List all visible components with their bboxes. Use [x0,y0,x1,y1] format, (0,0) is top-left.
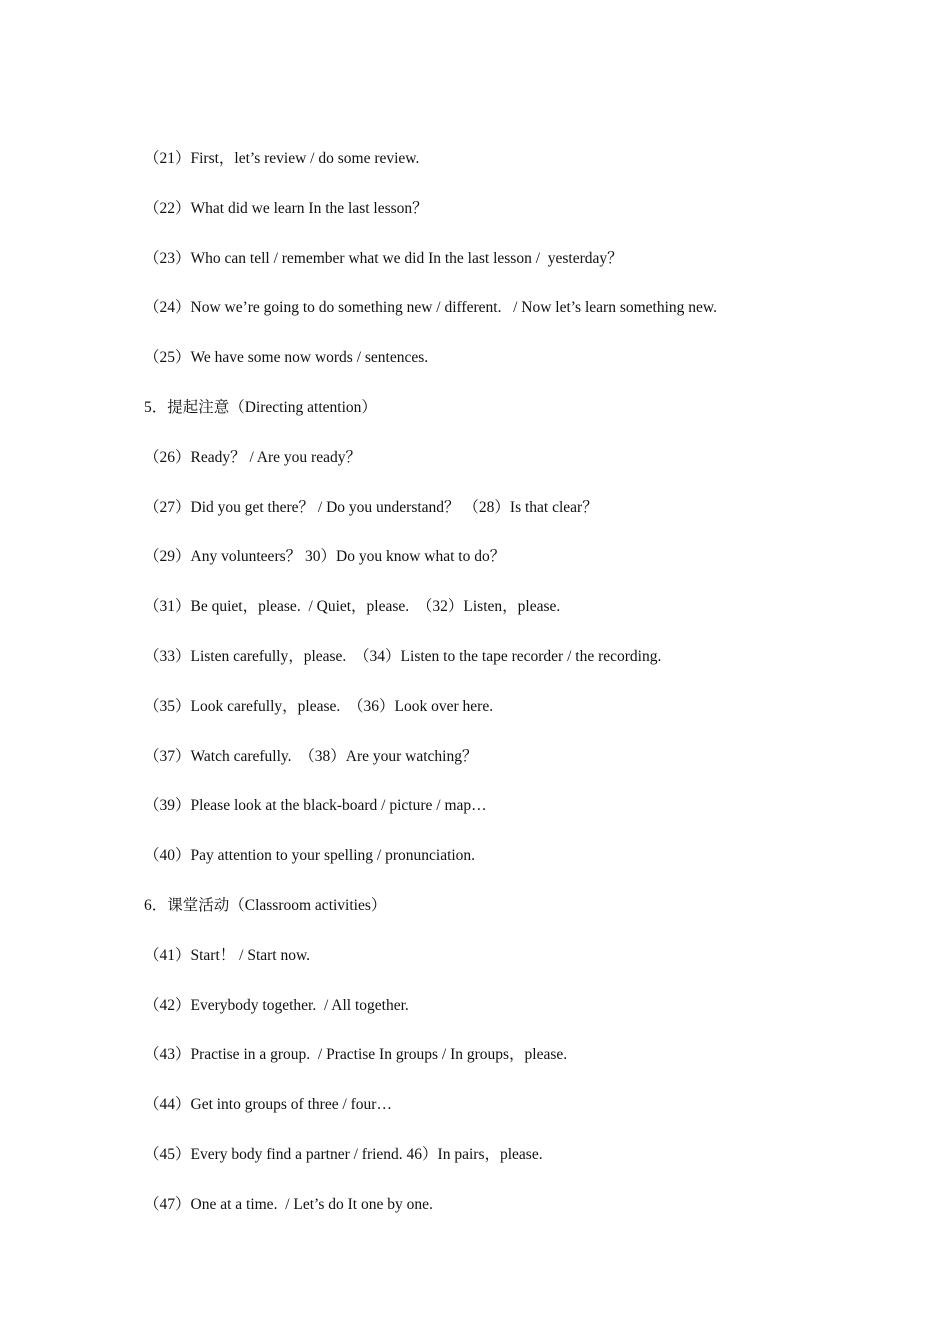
phrase-line-41: （41）Start！ / Start now. [144,946,311,964]
phrase-line-35-36: （35）Look carefully，please. （36）Look over here. [144,697,494,715]
phrase-line-23: （23）Who can tell / remember what we did In the last lesson / yesterday？ [144,249,623,267]
section-heading-classroom-activities: 6．课堂活动（Classroom activities） [144,896,387,914]
phrase-line-45-46: （45）Every body find a partner / friend. 46）In pairs，please. [144,1145,543,1163]
document-body [144,149,864,1245]
phrase-line-43: （43）Practise in a group. / Practise In groups / In groups，please. [144,1046,568,1064]
phrase-line-39: （39）Please look at the black-board / picture / map… [144,797,487,815]
phrase-line-24: （24）Now we’re going to do something new / different. / Now let’s learn something new. [144,299,717,317]
phrase-line-26: （26）Ready？ / Are you ready？ [144,448,361,466]
phrase-line-29-30: （29）Any volunteers？ 30）Do you know what to do？ [144,548,506,566]
section-heading-directing-attention: 5．提起注意（Directing attention） [144,398,377,416]
phrase-line-37-38: （37）Watch carefully. （38）Are your watching？ [144,747,478,765]
phrase-line-21: （21）First，let’s review / do some review. [144,150,420,167]
phrase-line-44: （44）Get into groups of three / four… [144,1096,392,1114]
phrase-line-47: （47）One at a time. / Let’s do It one by one. [144,1195,433,1213]
phrase-line-40: （40）Pay attention to your spelling / pronunciation. [144,847,476,865]
phrase-line-33-34: （33）Listen carefully，please. （34）Listen to the tape recorder / the recording. [144,647,662,665]
phrase-line-27-28: （27）Did you get there？ / Do you understand？ （28）Is that clear？ [144,498,598,516]
phrase-line-42: （42）Everybody together. / All together. [144,996,409,1014]
phrase-line-31-32: （31）Be quiet，please. / Quiet，please. （32）Listen，please. [144,598,561,616]
phrase-line-22: （22）What did we learn In the last lesson？ [144,199,428,217]
phrase-line-25: （25）We have some now words / sentences. [144,349,429,367]
